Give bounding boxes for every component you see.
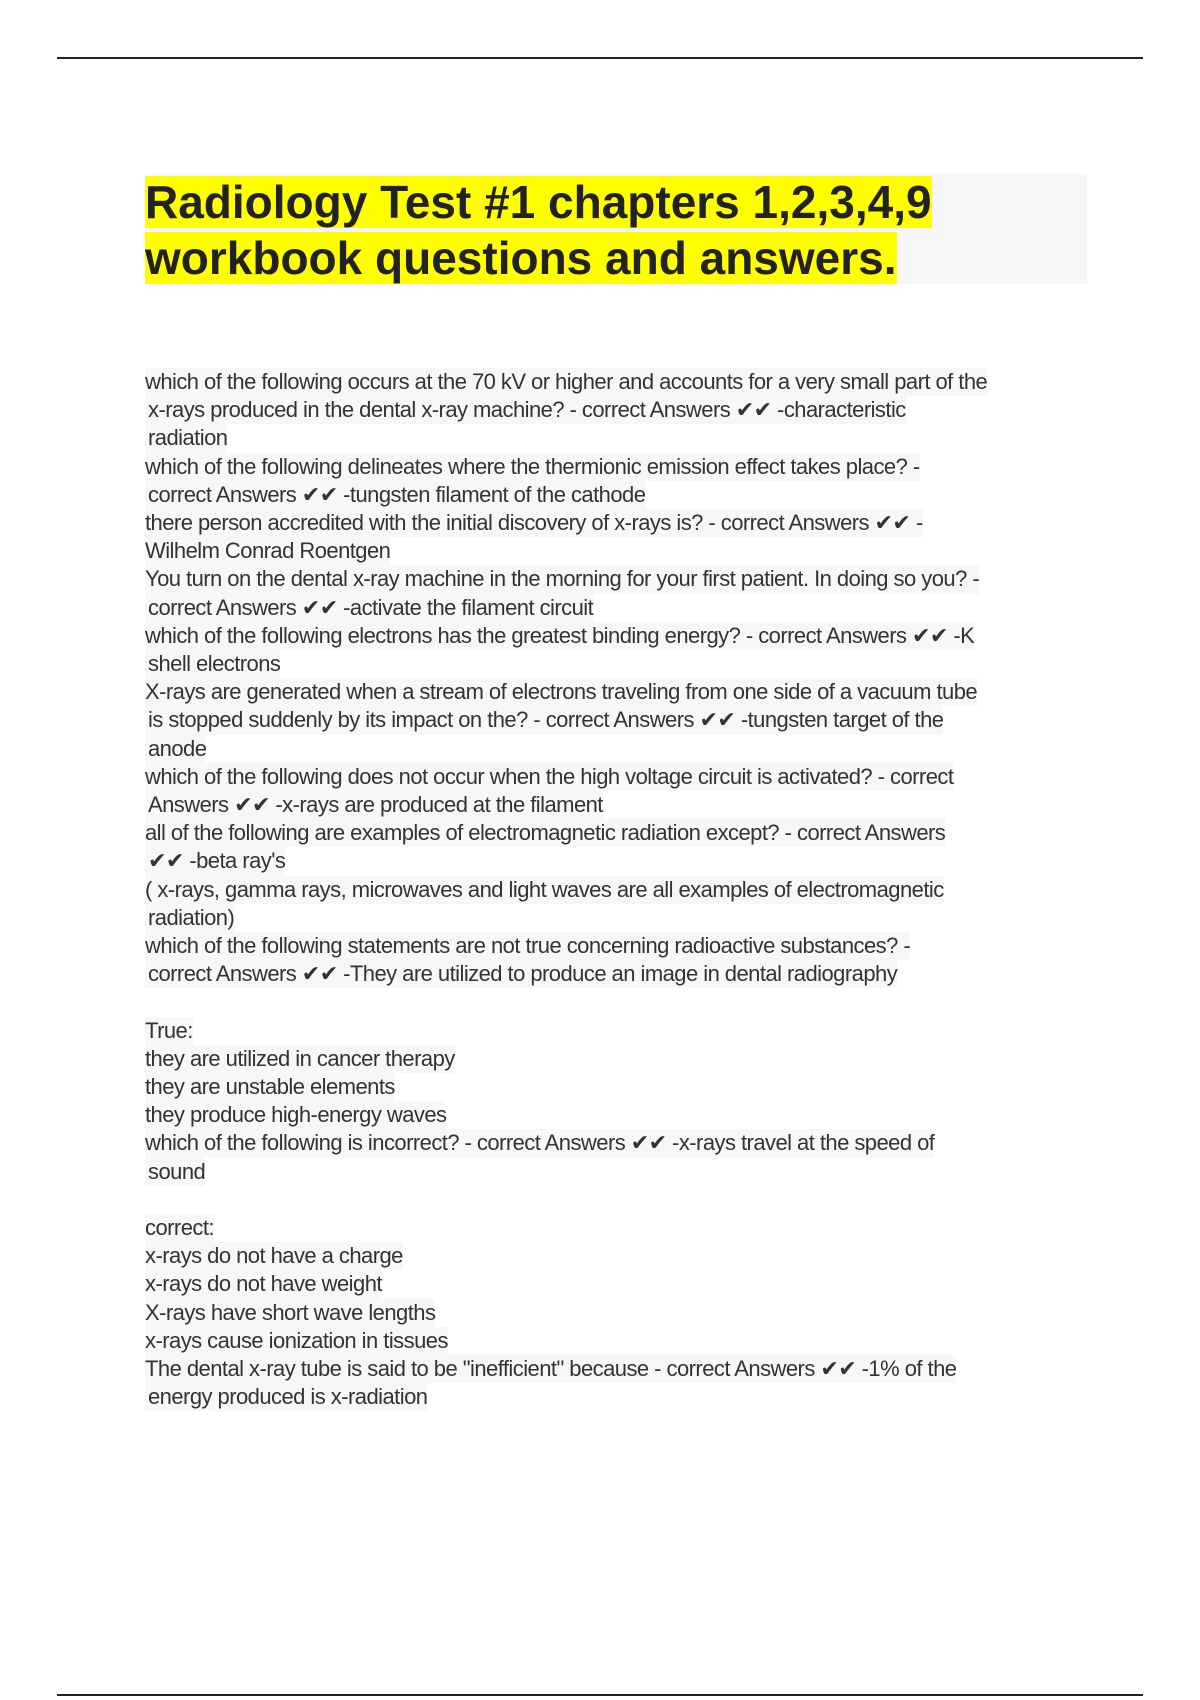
text-line: which of the following electrons has the greatest binding energy? - correct Answers ✔✔ -K	[145, 622, 974, 650]
text-line: x-rays cause ionization in tissues	[145, 1327, 448, 1355]
text-line: they produce high-energy waves	[145, 1101, 446, 1129]
text-line: which of the following is incorrect? - correct Answers ✔✔ -x-rays travel at the speed of	[145, 1129, 934, 1157]
text-line: True:	[145, 1017, 193, 1045]
text-line: x-rays produced in the dental x-ray machine? - correct Answers ✔✔ -characteristic	[145, 396, 906, 424]
text-line: x-rays do not have a charge	[145, 1242, 403, 1270]
text-line: which of the following statements are not true concerning radioactive substances? -	[145, 932, 910, 960]
bottom-rule	[57, 1694, 1143, 1696]
text-line: all of the following are examples of electromagnetic radiation except? - correct Answers	[145, 819, 945, 847]
text-line: which of the following delineates where the thermionic emission effect takes place? -	[145, 453, 920, 481]
text-line: X-rays are generated when a stream of electrons traveling from one side of a vacuum tube	[145, 678, 977, 706]
text-line: The dental x-ray tube is said to be "inefficient" because - correct Answers ✔✔ -1% of the	[145, 1355, 956, 1383]
text-line: correct Answers ✔✔ -They are utilized to produce an image in dental radiography	[145, 960, 897, 988]
text-line: radiation	[145, 424, 227, 452]
text-line: You turn on the dental x-ray machine in the morning for your first patient. In doing so you? -	[145, 565, 979, 593]
text-line: energy produced is x-radiation	[145, 1383, 427, 1411]
text-line: Answers ✔✔ -x-rays are produced at the filament	[145, 791, 603, 819]
text-line: which of the following occurs at the 70 kV or higher and accounts for a very small part of the	[145, 368, 987, 396]
blank-line	[145, 1186, 1091, 1214]
text-line: they are utilized in cancer therapy	[145, 1045, 455, 1073]
text-line: which of the following does not occur when the high voltage circuit is activated? - correct	[145, 763, 953, 791]
text-line: correct Answers ✔✔ -tungsten filament of the cathode	[145, 481, 645, 509]
text-line: x-rays do not have weight	[145, 1270, 382, 1298]
text-line: anode	[145, 735, 206, 763]
text-line: there person accredited with the initial discovery of x-rays is? - correct Answers ✔✔ -	[145, 509, 923, 537]
text-line: Wilhelm Conrad Roentgen	[145, 537, 390, 565]
text-line: correct:	[145, 1214, 214, 1242]
title-line-2: workbook questions and answers.	[145, 232, 897, 284]
text-line: ✔✔ -beta ray's	[145, 847, 285, 875]
text-line: correct Answers ✔✔ -activate the filament circuit	[145, 594, 593, 622]
title-line-1: Radiology Test #1 chapters 1,2,3,4,9	[145, 176, 932, 228]
text-line: radiation)	[145, 904, 234, 932]
top-rule	[57, 57, 1143, 59]
text-line: shell electrons	[145, 650, 280, 678]
text-line: sound	[145, 1158, 205, 1186]
text-line: ( x-rays, gamma rays, microwaves and light waves are all examples of electromagnetic	[145, 876, 944, 904]
document-title	[145, 174, 1087, 286]
blank-line	[145, 988, 1091, 1016]
text-line: is stopped suddenly by its impact on the? - correct Answers ✔✔ -tungsten target of the	[145, 706, 943, 734]
title-block	[145, 174, 1087, 284]
document-body	[145, 368, 1091, 1411]
text-line: they are unstable elements	[145, 1073, 395, 1101]
text-line: X-rays have short wave lengths	[145, 1299, 435, 1327]
